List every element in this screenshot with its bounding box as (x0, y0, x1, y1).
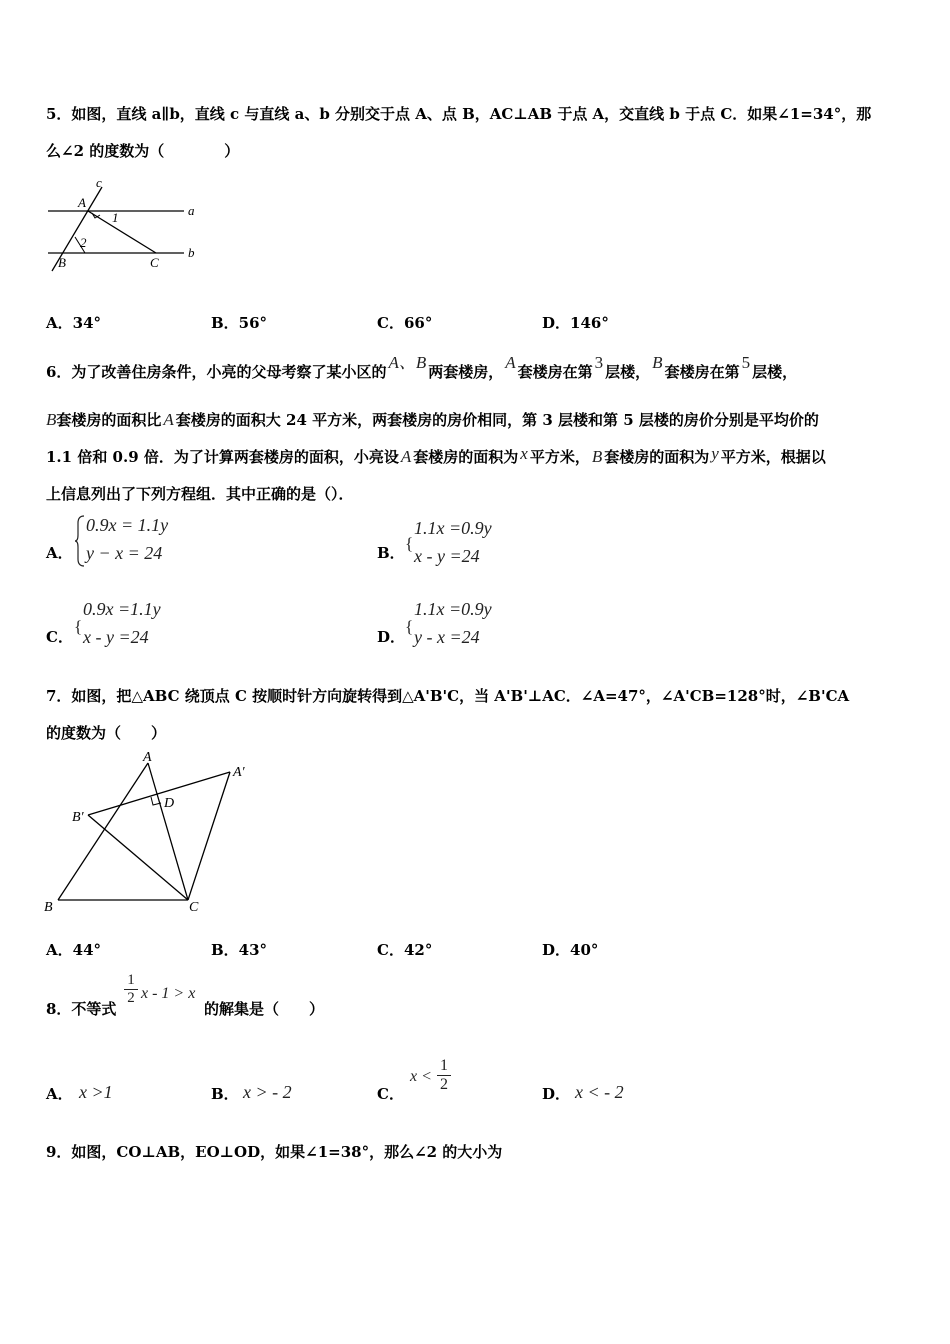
q8-fraction-num: 1 (127, 972, 135, 988)
q8-option-a-math: x >1 (79, 1082, 113, 1102)
q5-option-a[interactable]: A．34° (46, 314, 102, 332)
label-C: C (150, 255, 159, 270)
q8-fraction (124, 972, 138, 1007)
q6-option-d-brace: { (405, 617, 414, 636)
q6-text-line3: 1.1 倍和 0.9 倍．为了计算两套楼房的面积，小亮设 A 套楼房的面积为 x 平方米， B 套楼房的面积为 y 平方米，根据以 (46, 444, 826, 466)
q7-text-line2: 的度数为（ ） (46, 724, 167, 742)
q6-text-line1: 6．为了改善住房条件，小亮的父母考察了某小区的 A、B 两套楼房， A 套楼房在第 3 层楼， B 套楼房在第 5 层楼， (46, 353, 798, 381)
q6-option-b-label[interactable]: B． (377, 544, 405, 562)
q6-option-d-label[interactable]: D． (377, 628, 406, 646)
label-A-prime: A′ (233, 765, 245, 780)
q8-option-b-math: x > - 2 (243, 1082, 292, 1102)
q6-option-a-eq1: 0.9x = 1.1y (86, 515, 169, 535)
q6-option-c-label[interactable]: C． (46, 628, 73, 646)
q8-expression: x - 1 > x (141, 985, 196, 1002)
label-angle-1: 1 (112, 210, 119, 225)
label-angle-2: 2 (80, 235, 87, 250)
q8-option-c-label[interactable]: C． (377, 1085, 404, 1103)
q8-option-c-den: 2 (437, 1075, 451, 1094)
q6-option-a-label[interactable]: A． (46, 544, 73, 562)
label-B: B (44, 900, 53, 915)
q8-text-pre: 8．不等式 (46, 1000, 117, 1018)
q5-option-d[interactable]: D．146° (542, 314, 609, 332)
label-A: A (143, 750, 152, 765)
q6-option-b-eq1: 1.1x =0.9y (414, 518, 492, 538)
label-A: A (78, 195, 86, 210)
q6-option-b-eq2: x - y =24 (414, 546, 480, 566)
q6-option-c-eq1: 0.9x =1.1y (83, 599, 161, 619)
q6-option-d-eq2: y - x =24 (414, 627, 480, 647)
q5-option-b[interactable]: B．56° (211, 314, 268, 332)
label-b: b (188, 245, 195, 260)
segment-b1c (88, 815, 188, 900)
q7-figure (40, 745, 270, 920)
q6-option-d-eq1: 1.1x =0.9y (414, 599, 492, 619)
q7-option-b[interactable]: B．43° (211, 941, 268, 959)
q5-text-line2: 么∠2 的度数为（ ） (46, 142, 240, 160)
q8-fraction-den: 2 (124, 989, 138, 1007)
label-c: c (96, 175, 102, 190)
q8-option-a-label[interactable]: A． (46, 1085, 73, 1103)
q6-option-b-brace: { (405, 534, 414, 553)
q6-option-a-brace (74, 514, 86, 568)
q5-figure (44, 175, 214, 275)
q8-option-c-num: 1 (440, 1057, 448, 1074)
q9-text-line1: 9．如图，CO⊥AB，EO⊥OD，如果∠1=38°，那么∠2 的大小为 (46, 1143, 503, 1161)
label-D: D (164, 796, 175, 811)
q8-option-c-fraction (437, 1057, 451, 1094)
q8-option-b-label[interactable]: B． (211, 1085, 239, 1103)
q7-option-d[interactable]: D．40° (542, 941, 599, 959)
label-a: a (188, 203, 195, 218)
label-B-prime: B′ (72, 810, 84, 825)
q6-text-line2: B套楼房的面积比 A 套楼房的面积大 24 平方米，两套楼房的房价相同，第 3 层楼和第 5 层楼的房价分别是平均价的 (46, 410, 819, 429)
q5-text-line1: 5．如图，直线 a∥b，直线 c 与直线 a、b 分别交于点 A、点 B，AC⊥AB 于点 A，交直线 b 于点 C．如果∠1=34°，那 (46, 105, 872, 123)
q7-option-a[interactable]: A．44° (46, 941, 102, 959)
segment-ac (88, 211, 156, 253)
q7-text-line1: 7．如图，把△ABC 绕顶点 C 按顺时针方向旋转得到△A'B'C，当 A'B'⊥AC．∠A=47°，∠A'CB=128°时，∠B'CA (46, 687, 850, 705)
q7-option-c[interactable]: C．42° (377, 941, 433, 959)
q6-option-a-eq2: y − x = 24 (86, 543, 163, 563)
q8-text-post: 的解集是（ ） (204, 1000, 325, 1018)
q6-text-line4: 上信息列出了下列方程组．其中正确的是（）． (46, 485, 354, 503)
q6-option-c-eq2: x - y =24 (83, 627, 149, 647)
label-B: B (58, 255, 66, 270)
segment-ab (58, 763, 148, 900)
label-C: C (189, 900, 199, 915)
q5-option-c[interactable]: C．66° (377, 314, 433, 332)
q8-option-d-label[interactable]: D． (542, 1085, 571, 1103)
q8-option-c-math: x < (410, 1068, 432, 1085)
segment-a1c (188, 772, 230, 900)
segment-b1a1 (88, 772, 230, 815)
q8-option-d-math: x < - 2 (575, 1082, 624, 1102)
segment-ac (148, 763, 188, 900)
q6-option-c-brace: { (74, 617, 83, 636)
